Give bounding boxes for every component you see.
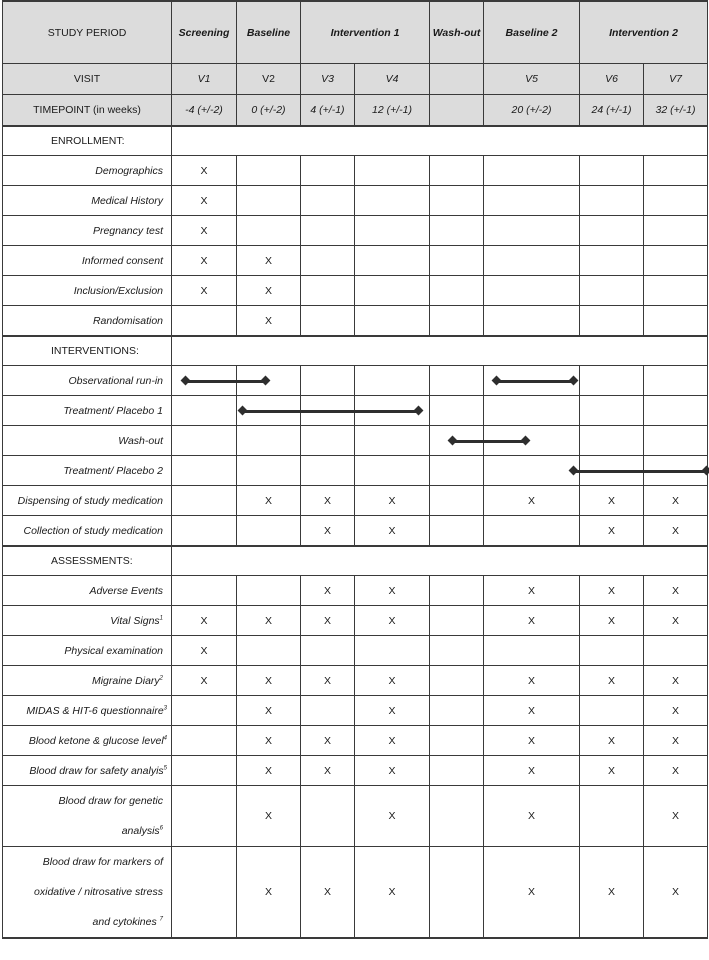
- mark-cell: X: [237, 486, 301, 516]
- empty-cell: [430, 606, 484, 636]
- washout-bar: [452, 440, 526, 443]
- empty-cell: [484, 636, 580, 666]
- table-row: [3, 756, 708, 786]
- empty-cell: [484, 246, 580, 276]
- mark-cell: X: [355, 576, 430, 606]
- mark-cell: X: [644, 847, 708, 939]
- study-period-label: STUDY PERIOD: [3, 1, 172, 64]
- row-label: [3, 666, 172, 696]
- empty-cell: [237, 366, 301, 396]
- empty-cell: [580, 156, 644, 186]
- table-row: [3, 456, 708, 486]
- timepoint-washout: [430, 95, 484, 127]
- footnote-marker: 3: [163, 705, 167, 711]
- row-label: Adverse Events: [3, 576, 172, 606]
- mark-cell: X: [237, 726, 301, 756]
- mark-cell: X: [644, 726, 708, 756]
- footnote-marker: 6: [159, 825, 163, 832]
- mark-cell: X: [580, 666, 644, 696]
- table-row: [3, 306, 708, 337]
- row-label: Observational run-in: [3, 366, 172, 396]
- empty-cell: [484, 186, 580, 216]
- empty-cell: [430, 186, 484, 216]
- row-label: Collection of study medication: [3, 516, 172, 547]
- footnote-marker: 4: [163, 735, 167, 741]
- empty-cell: [644, 216, 708, 246]
- table-row: [3, 426, 708, 456]
- empty-cell: [430, 396, 484, 426]
- empty-cell: [237, 636, 301, 666]
- bar-start-marker: [448, 435, 458, 445]
- mark-cell: X: [355, 486, 430, 516]
- mark-cell: X: [237, 606, 301, 636]
- mark-cell: X: [580, 516, 644, 547]
- bar-cell: [484, 366, 580, 396]
- mark-cell: X: [355, 606, 430, 636]
- mark-cell: X: [355, 847, 430, 939]
- treatment-1-bar: [242, 410, 419, 413]
- mark-cell: X: [580, 486, 644, 516]
- row-label: [3, 756, 172, 786]
- visit-v1: V1: [172, 64, 237, 95]
- bar-cell: [430, 426, 484, 456]
- mark-cell: X: [580, 726, 644, 756]
- row-label: Informed consent: [3, 246, 172, 276]
- mark-cell: X: [355, 756, 430, 786]
- mark-cell: X: [644, 756, 708, 786]
- period-intervention-1: Intervention 1: [301, 1, 430, 64]
- table-row: [3, 186, 708, 216]
- mark-cell: X: [484, 726, 580, 756]
- row-label: Treatment/ Placebo 2: [3, 456, 172, 486]
- empty-cell: [301, 786, 355, 847]
- empty-cell: [580, 306, 644, 337]
- table-row: [3, 666, 708, 696]
- study-period-header-row: [3, 1, 708, 64]
- mark-cell: X: [172, 666, 237, 696]
- visit-v6: V6: [580, 64, 644, 95]
- visit-header-row: [3, 64, 708, 95]
- row-label: Physical examination: [3, 636, 172, 666]
- table-row: [3, 396, 708, 426]
- empty-cell: [580, 396, 644, 426]
- mark-cell: X: [644, 486, 708, 516]
- visit-label: VISIT: [3, 64, 172, 95]
- footnote-marker: 7: [159, 916, 163, 923]
- mark-cell: X: [580, 756, 644, 786]
- timepoint-label: TIMEPOINT (in weeks): [3, 95, 172, 127]
- table-row: [3, 216, 708, 246]
- table-row: [3, 366, 708, 396]
- period-intervention-2: Intervention 2: [580, 1, 708, 64]
- row-label: Dispensing of study medication: [3, 486, 172, 516]
- row-label-text: Migraine Diary: [91, 674, 160, 687]
- table-row: [3, 246, 708, 276]
- empty-cell: [644, 156, 708, 186]
- empty-cell: [430, 696, 484, 726]
- row-label: Pregnancy test: [3, 216, 172, 246]
- table-row: [3, 636, 708, 666]
- timepoint-v3: 4 (+/-1): [301, 95, 355, 127]
- timepoint-v6: 24 (+/-1): [580, 95, 644, 127]
- table-row: [3, 516, 708, 547]
- table-row: [3, 276, 708, 306]
- mark-cell: X: [580, 847, 644, 939]
- mark-cell: X: [301, 516, 355, 547]
- empty-cell: [644, 306, 708, 337]
- empty-cell: [172, 516, 237, 547]
- empty-cell: [237, 426, 301, 456]
- visit-washout: [430, 64, 484, 95]
- mark-cell: X: [355, 516, 430, 547]
- empty-cell: [301, 216, 355, 246]
- mark-cell: X: [484, 576, 580, 606]
- empty-cell: [430, 576, 484, 606]
- empty-cell: [355, 156, 430, 186]
- visit-v7: V7: [644, 64, 708, 95]
- empty-cell: [484, 216, 580, 246]
- mark-cell: X: [484, 786, 580, 847]
- mark-cell: X: [644, 696, 708, 726]
- mark-cell: X: [172, 216, 237, 246]
- row-label: Medical History: [3, 186, 172, 216]
- row-label-text: Blood ketone & glucose level: [28, 734, 164, 747]
- empty-cell: [172, 426, 237, 456]
- mark-cell: X: [301, 666, 355, 696]
- empty-cell: [580, 186, 644, 216]
- row-label: Wash-out: [3, 426, 172, 456]
- timepoint-v1: -4 (+/-2): [172, 95, 237, 127]
- mark-cell: X: [301, 606, 355, 636]
- empty-cell: [172, 847, 237, 939]
- empty-cell: [430, 366, 484, 396]
- table-row: [3, 156, 708, 186]
- period-washout: Wash-out: [430, 1, 484, 64]
- empty-cell: [172, 786, 237, 847]
- empty-cell: [172, 726, 237, 756]
- empty-cell: [301, 306, 355, 337]
- empty-cell: [580, 426, 644, 456]
- bar-start-marker: [238, 405, 248, 415]
- mark-cell: X: [172, 156, 237, 186]
- mark-cell: X: [172, 246, 237, 276]
- table-row: [3, 576, 708, 606]
- section-assessments-title: ASSESSMENTS:: [3, 546, 172, 576]
- footnote-marker: 5: [163, 765, 167, 771]
- empty-cell: [644, 366, 708, 396]
- row-label: [3, 786, 172, 847]
- empty-cell: [644, 246, 708, 276]
- section-assessments-row: [3, 546, 708, 576]
- empty-cell: [430, 216, 484, 246]
- run-in-bar-2: [496, 380, 574, 383]
- empty-cell: [484, 156, 580, 186]
- table-row: [3, 696, 708, 726]
- mark-cell: X: [172, 606, 237, 636]
- treatment-2-bar: [573, 470, 707, 473]
- empty-cell: [484, 516, 580, 547]
- bar-cell: [172, 366, 237, 396]
- empty-cell: [430, 666, 484, 696]
- empty-cell: [644, 276, 708, 306]
- empty-cell: [430, 726, 484, 756]
- mark-cell: X: [172, 276, 237, 306]
- mark-cell: X: [484, 696, 580, 726]
- empty-cell: [237, 156, 301, 186]
- empty-cell: [580, 366, 644, 396]
- empty-cell: [580, 246, 644, 276]
- visit-v3: V3: [301, 64, 355, 95]
- mark-cell: X: [237, 666, 301, 696]
- empty-cell: [430, 636, 484, 666]
- mark-cell: X: [355, 726, 430, 756]
- empty-cell: [172, 696, 237, 726]
- empty-cell: [172, 756, 237, 786]
- empty-cell: [172, 396, 237, 426]
- empty-cell: [580, 696, 644, 726]
- section-enrollment-spacer: [172, 126, 708, 156]
- empty-cell: [430, 306, 484, 337]
- empty-cell: [644, 426, 708, 456]
- empty-cell: [237, 216, 301, 246]
- section-assessments-spacer: [172, 546, 708, 576]
- empty-cell: [301, 156, 355, 186]
- section-enrollment-title: ENROLLMENT:: [3, 126, 172, 156]
- table-row: [3, 486, 708, 516]
- mark-cell: X: [644, 606, 708, 636]
- empty-cell: [430, 847, 484, 939]
- table-row: [3, 847, 708, 939]
- mark-cell: X: [301, 726, 355, 756]
- row-label: [3, 726, 172, 756]
- empty-cell: [301, 696, 355, 726]
- empty-cell: [301, 276, 355, 306]
- section-interventions-title: INTERVENTIONS:: [3, 336, 172, 366]
- bar-start-marker: [492, 375, 502, 385]
- empty-cell: [580, 636, 644, 666]
- empty-cell: [355, 366, 430, 396]
- mark-cell: X: [484, 486, 580, 516]
- bar-start-marker: [181, 375, 191, 385]
- mark-cell: X: [644, 786, 708, 847]
- mark-cell: X: [355, 696, 430, 726]
- row-label: Inclusion/Exclusion: [3, 276, 172, 306]
- empty-cell: [355, 276, 430, 306]
- empty-cell: [355, 636, 430, 666]
- empty-cell: [484, 306, 580, 337]
- table-row: [3, 786, 708, 847]
- timepoint-v5: 20 (+/-2): [484, 95, 580, 127]
- table-row: [3, 606, 708, 636]
- mark-cell: X: [237, 847, 301, 939]
- empty-cell: [430, 246, 484, 276]
- empty-cell: [484, 456, 580, 486]
- section-interventions-row: [3, 336, 708, 366]
- mark-cell: X: [484, 666, 580, 696]
- timepoint-v7: 32 (+/-1): [644, 95, 708, 127]
- footnote-marker: 1: [159, 615, 163, 621]
- period-baseline-2: Baseline 2: [484, 1, 580, 64]
- row-label: [3, 847, 172, 939]
- empty-cell: [355, 216, 430, 246]
- period-baseline: Baseline: [237, 1, 301, 64]
- empty-cell: [430, 516, 484, 547]
- mark-cell: X: [644, 666, 708, 696]
- empty-cell: [644, 396, 708, 426]
- timepoint-header-row: [3, 95, 708, 127]
- bar-end-marker: [569, 375, 579, 385]
- row-label: Treatment/ Placebo 1: [3, 396, 172, 426]
- section-interventions-spacer: [172, 336, 708, 366]
- empty-cell: [580, 786, 644, 847]
- bar-cell: [580, 456, 644, 486]
- empty-cell: [484, 276, 580, 306]
- schedule-table: [2, 0, 708, 939]
- row-label: [3, 696, 172, 726]
- empty-cell: [355, 306, 430, 337]
- empty-cell: [430, 486, 484, 516]
- row-label-text: Blood draw for safety analyis: [29, 764, 164, 777]
- visit-v5: V5: [484, 64, 580, 95]
- row-label: Randomisation: [3, 306, 172, 337]
- mark-cell: X: [484, 756, 580, 786]
- visit-v2: V2: [237, 64, 301, 95]
- empty-cell: [644, 636, 708, 666]
- empty-cell: [430, 786, 484, 847]
- mark-cell: X: [172, 636, 237, 666]
- row-label: [3, 606, 172, 636]
- bar-cell: [237, 396, 301, 426]
- row-label-line: and cytokines: [92, 916, 160, 928]
- mark-cell: X: [484, 847, 580, 939]
- period-screening: Screening: [172, 1, 237, 64]
- mark-cell: X: [301, 486, 355, 516]
- empty-cell: [172, 456, 237, 486]
- mark-cell: X: [301, 847, 355, 939]
- empty-cell: [580, 216, 644, 246]
- row-label: Demographics: [3, 156, 172, 186]
- empty-cell: [430, 276, 484, 306]
- empty-cell: [172, 576, 237, 606]
- mark-cell: X: [580, 576, 644, 606]
- mark-cell: X: [237, 756, 301, 786]
- empty-cell: [237, 456, 301, 486]
- timepoint-v2: 0 (+/-2): [237, 95, 301, 127]
- empty-cell: [430, 756, 484, 786]
- row-label-text: Vital Signs: [110, 614, 160, 627]
- empty-cell: [355, 246, 430, 276]
- mark-cell: X: [237, 276, 301, 306]
- empty-cell: [430, 156, 484, 186]
- table-row: [3, 726, 708, 756]
- mark-cell: X: [484, 606, 580, 636]
- empty-cell: [580, 276, 644, 306]
- section-enrollment-row: [3, 126, 708, 156]
- empty-cell: [237, 576, 301, 606]
- empty-cell: [430, 456, 484, 486]
- mark-cell: X: [237, 246, 301, 276]
- empty-cell: [355, 186, 430, 216]
- mark-cell: X: [301, 756, 355, 786]
- empty-cell: [172, 486, 237, 516]
- empty-cell: [484, 396, 580, 426]
- row-label-line: Blood draw for markers of: [42, 856, 163, 868]
- empty-cell: [301, 636, 355, 666]
- row-label-line: Blood draw for genetic: [58, 795, 163, 807]
- mark-cell: X: [580, 606, 644, 636]
- row-label-line: oxidative / nitrosative stress: [34, 886, 163, 898]
- empty-cell: [301, 186, 355, 216]
- empty-cell: [301, 246, 355, 276]
- row-label-text: MIDAS & HIT-6 questionnaire: [26, 704, 164, 717]
- row-label-line: analysis: [121, 825, 160, 837]
- empty-cell: [237, 516, 301, 547]
- footnote-marker: 2: [159, 675, 163, 681]
- mark-cell: X: [644, 516, 708, 547]
- empty-cell: [301, 366, 355, 396]
- empty-cell: [172, 306, 237, 337]
- mark-cell: X: [172, 186, 237, 216]
- mark-cell: X: [355, 786, 430, 847]
- visit-v4: V4: [355, 64, 430, 95]
- mark-cell: X: [237, 306, 301, 337]
- mark-cell: X: [355, 666, 430, 696]
- empty-cell: [644, 186, 708, 216]
- timepoint-v4: 12 (+/-1): [355, 95, 430, 127]
- mark-cell: X: [237, 696, 301, 726]
- empty-cell: [301, 426, 355, 456]
- mark-cell: X: [644, 576, 708, 606]
- empty-cell: [355, 456, 430, 486]
- mark-cell: X: [301, 576, 355, 606]
- empty-cell: [237, 186, 301, 216]
- empty-cell: [301, 456, 355, 486]
- empty-cell: [355, 426, 430, 456]
- mark-cell: X: [237, 786, 301, 847]
